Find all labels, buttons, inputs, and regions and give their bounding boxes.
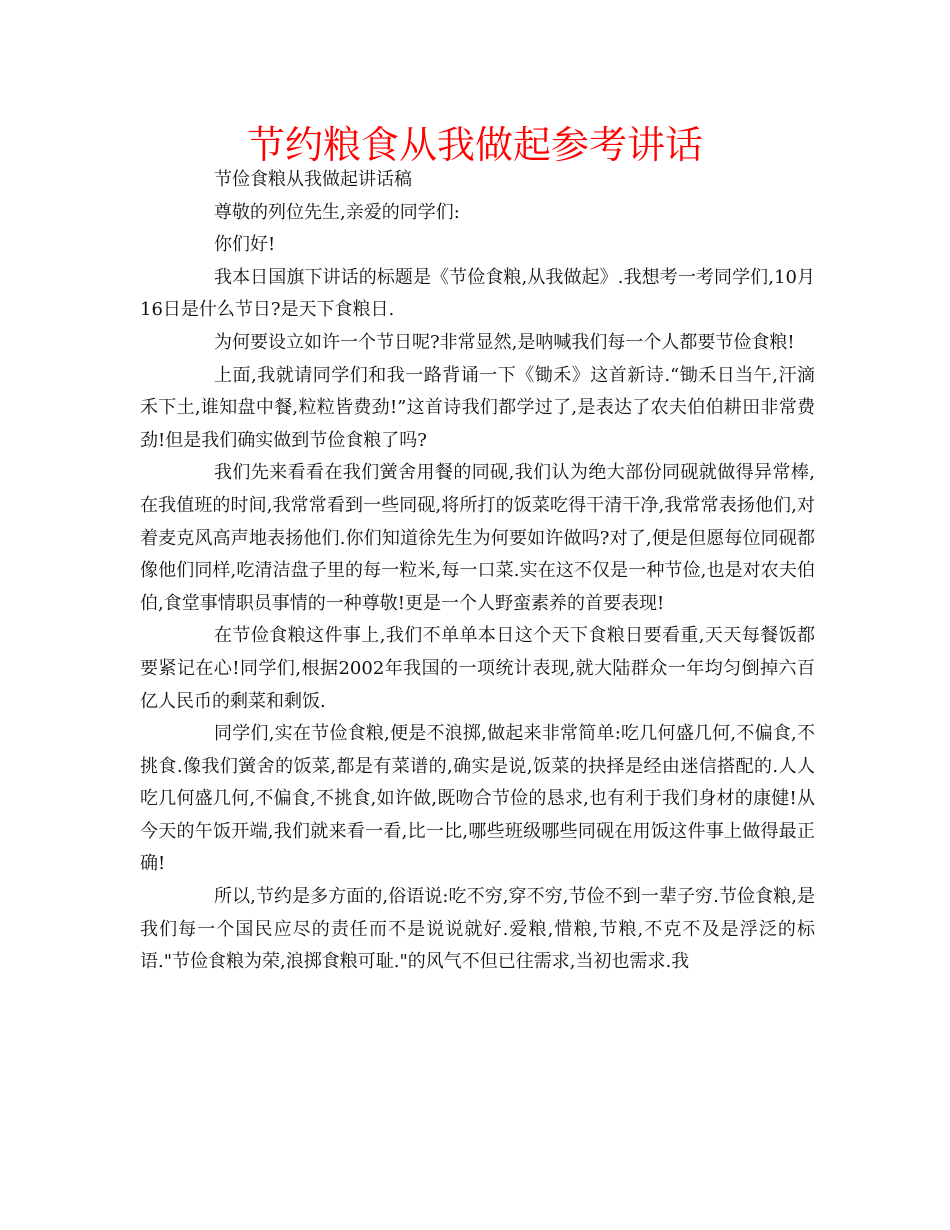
paragraph-canteen: 我们先来看看在我们黉舍用餐的同砚,我们认为绝大部份同砚就做得异常棒,在我值班的时间,我常常看到一些同砚,将所打的饭菜吃得干清干净,我常常表扬他们,对着麦克风高声地表扬他们.你们知道徐先生为何要如许做吗?对了,便是但愿每位同砚都像他们同样,吃清洁盘子里的每一粒米,每一口菜.实在这不仅是一种节俭,也是对农夫伯伯,食堂事情职员事情的一种尊敬!更是一个人野蛮素养的首要表现! bbox=[140, 462, 815, 614]
document-body bbox=[140, 164, 815, 979]
paragraph-topic: 我本日国旗下讲话的标题是《节俭食粮,从我做起》.我想考一考同学们,10月16日是什么节日?是天下食粮日. bbox=[140, 266, 815, 321]
paragraph-conclusion: 所以,节约是多方面的,俗语说:吃不穷,穿不穷,节俭不到一辈子穷.节俭食粮,是我们每一个国民应尽的责任而不是说说就好.爱粮,惜粮,节粮,不克不及是浮泛的标语."节俭食粮为荣,浪掷食粮可耻."的风气不但已往需求,当初也需求.我 bbox=[140, 886, 815, 973]
document-title: 节约粮食从我做起参考讲话 bbox=[246, 123, 703, 167]
paragraph-purpose: 为何要设立如许一个节日呢?非常显然,是呐喊我们每一个人都要节俭食粮! bbox=[214, 331, 795, 353]
paragraph-greeting: 尊敬的列位先生,亲爱的同学们: bbox=[214, 201, 460, 223]
paragraph-method: 同学们,实在节俭食粮,便是不浪掷,做起来非常简单:吃几何盛几何,不偏食,不挑食.像我们黉舍的饭菜,都是有菜谱的,确实是说,饭菜的抉择是经由迷信搭配的.人人吃几何盛几何,不偏食,不挑食,如许做,既吻合节俭的恳求,也有利于我们身材的康健!从今天的午饭开端,我们就来看一看,比一比,哪些班级哪些同砚在用饭这件事上做得最正确! bbox=[140, 723, 815, 875]
paragraph-hello: 你们好! bbox=[214, 234, 276, 256]
paragraph-statistics: 在节俭食粮这件事上,我们不单单本日这个天下食粮日要看重,天天每餐饭都要紧记在心!同学们,根据2002年我国的一项统计表现,就大陆群众一年均匀倒掉六百亿人民币的剩菜和剩饭. bbox=[140, 625, 815, 712]
paragraph-subtitle: 节俭食粮从我做起讲话稿 bbox=[214, 169, 412, 190]
paragraph-poem: 上面,我就请同学们和我一路背诵一下《锄禾》这首新诗.“锄禾日当午,汗滴禾下土,谁知盘中餐,粒粒皆费劲!”这首诗我们都学过了,是表达了农夫伯伯耕田非常费劲!但是我们确实做到节俭食粮了吗? bbox=[140, 364, 815, 451]
